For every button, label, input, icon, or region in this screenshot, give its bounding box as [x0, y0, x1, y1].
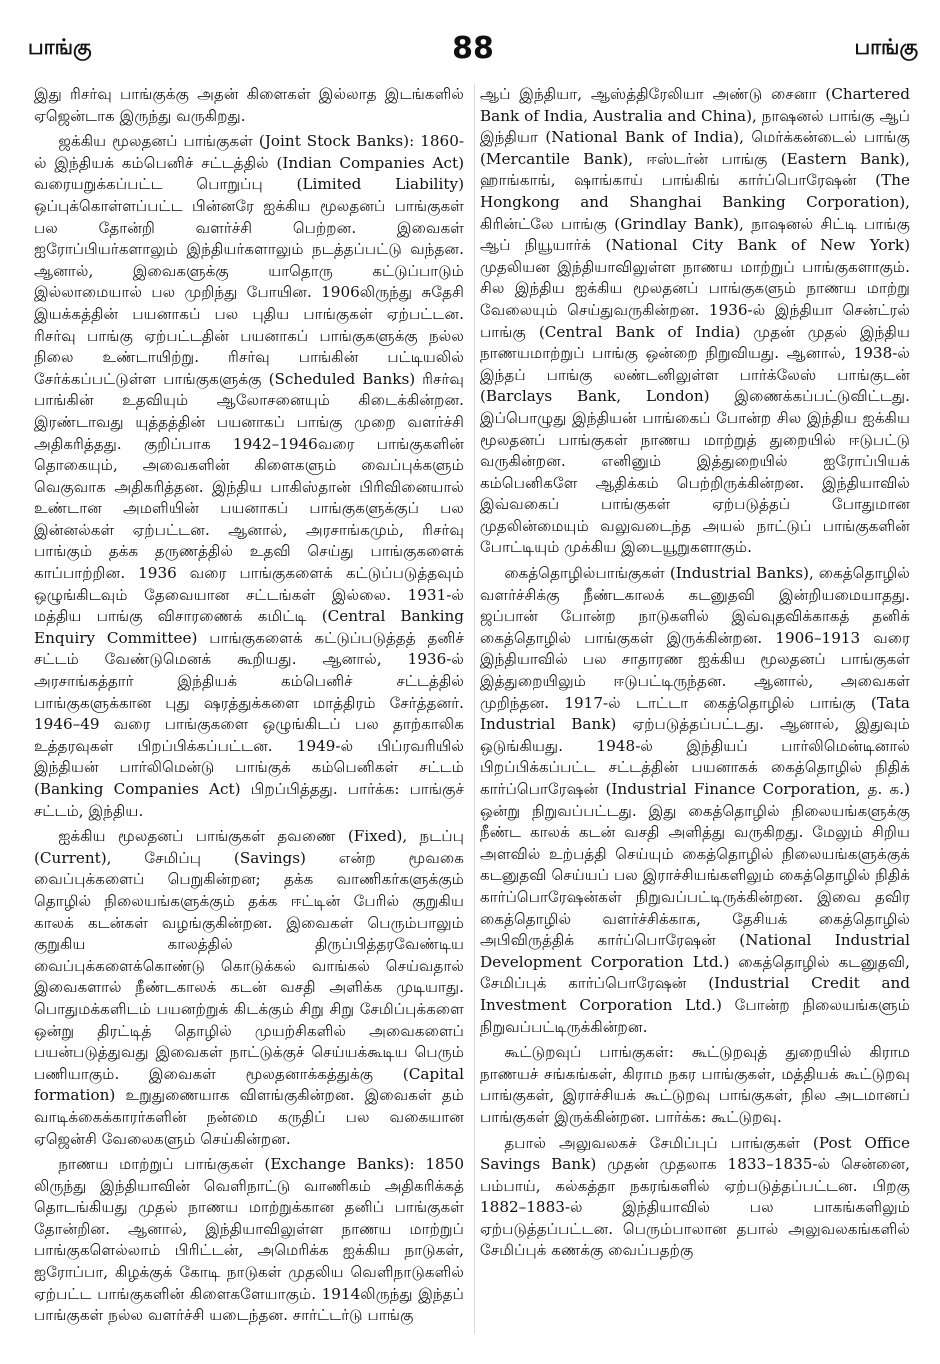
page-number: 88 — [452, 30, 494, 66]
paragraph: தபால் அலுவலகச் சேமிப்புப் பாங்குகள் (Post Office Savings Bank) முதன் முதலாக 1833–1835-ல் சென்னை, பம்பாய், கல்கத்தா நகரங்களில் ஏற்படுத்தப்பட்டன. பிறகு 1882–1883-ல் இந்தியாவில் பல பாகங்களிலும் ஏற்படுத்தப்பட்டன. பெரும்பாலான தபால் அலுவலகங்களில் சேமிப்புக் கணக்கு வைப்பதற்கு — [480, 1133, 910, 1260]
paragraph: ஆப் இந்தியா, ஆஸ்த்திரேலியா அண்டு சைனா (Chartered Bank of India, Australia and China), நாஷனல் பாங்கு ஆப் இந்தியா (National Bank of India), மெர்க்கன்டைல் பாங்கு (Mercantile Bank), ஈஸ்டர்ன் பாங்கு (Eastern Bank), ஹாங்காங், ஷாங்காய் பாங்கிங் கார்ப்பொரேஷன் (The Hongkong and Shanghai Banking Corporation), கிரின்ட்லே பாங்கு (Grindlay Bank), நாஷனல் சிட்டி பாங்கு ஆப் நியூயார்க் (National City Bank of New York) முதலியன இந்தியாவிலுள்ள நாணய மாற்றுப் பாங்குகளாகும். சில இந்திய ஐக்கிய மூலதனப் பாங்குகளும் நாணய மாற்று வேலையும் செய்துவருகின்றன. 1936-ல் இந்தியா சென்ட்ரல் பாங்கு (Central Bank of India) முதன் முதல் இந்திய நாணயமாற்றுப் பாங்கு ஒன்றை நிறுவியது. ஆனால், 1938-ல் இந்தப் பாங்கு லண்டனிலுள்ள பார்க்லேஸ் பாங்குடன் (Barclays Bank, London) இணைக்கப்பட்டுவிட்டது. இப்பொழுது இந்தியன் பாங்கைப் போன்ற சில இந்திய ஐக்கிய மூலதனப் பாங்குகள் நாணய மாற்றுத் துறையில் ஈடுபட்டு வருகின்றன. எனினும் இத்துறையில் ஐரோப்பியக் கம்பெனிகளே ஆதிக்கம் பெற்றிருக்கின்றன. இந்தியாவில் இவ்வகைப் பாங்குகள் ஏற்படுத்தப் போதுமான முதலின்மையும் வலுவடைந்த அயல் நாட்டுப் பாங்குகளின் போட்டியும் முக்கிய இடையூறுகளாகும். — [480, 85, 910, 557]
left-column — [34, 84, 464, 1348]
paragraph: இது ரிசர்வு பாங்குக்கு அதன் கிளைகள் இல்லாத இடங்களில் ஏஜென்டாக இருந்து வருகிறது. — [34, 85, 464, 125]
running-head — [28, 28, 918, 68]
right-column — [480, 84, 910, 1348]
paragraph: கூட்டுறவுப் பாங்குகள்: கூட்டுறவுத் துறையில் கிராம நாணயச் சங்கங்கள், கிராம நகர பாங்குகள், மத்தியக் கூட்டுறவு பாங்குகள், இராச்சியக் கூட்டுறவு பாங்குகள், நில அடமானப் பாங்குகள் இருக்கின்றன. பார்க்க: கூட்டுறவு. — [480, 1043, 910, 1126]
running-head-right: பாங்கு — [854, 34, 918, 59]
paragraph: கைத்தொழில்பாங்குகள் (Industrial Banks), கைத்தொழில் வளர்ச்சிக்கு நீண்டகாலக் கடனுதவி இன்றியமையாதது. ஜப்பான் போன்ற நாடுகளில் இவ்வுதவிக்காகத் தனிக் கைத்தொழில் பாங்குகள் இருக்கின்றன. 1906–1913 வரை இந்தியாவில் பல சாதாரண ஐக்கிய மூலதனப் பாங்குகள் இத்துறையிலும் ஈடுபட்டிருந்தன. ஆனால், அவைகள் முறிந்தன. 1917-ல் டாட்டா கைத்தொழில் பாங்கு (Tata Industrial Bank) ஏற்படுத்தப்பட்டது. ஆனால், இதுவும் ஒடுங்கியது. 1948-ல் இந்தியப் பார்லிமென்டினால் பிறப்பிக்கப்பட்ட சட்டத்தின் பயனாகக் கைத்தொழில் நிதிக் கார்ப்பொரேஷன் (Industrial Finance Corporation, த. க.) ஒன்று நிறுவப்பட்டது. இது கைத்தொழில் நிலையங்களுக்கு நீண்ட காலக் கடன் வசதி அளித்து வருகிறது. மேலும் சிறிய அளவில் உற்பத்தி செய்யும் கைத்தொழில் நிலையங்களுக்குக் கடனுதவி செய்யப் பல இராச்சியங்களிலும் கைத்தொழில் நிதிக் கார்ப்பொரேஷன்கள் நிறுவப்பட்டிருக்கின்றன. இவை தவிர கைத்தொழில் வளர்ச்சிக்காக, தேசியக் கைத்தொழில் அபிவிருத்திக் கார்ப்பொரேஷன் (National Industrial Development Corporation Ltd.) கைத்தொழில் கடனுதவி, சேமிப்புக் கார்ப்பொரேஷன் (Industrial Credit and Investment Corporation Ltd.) போன்ற நிலையங்களும் நிறுவப்பட்டிருக்கின்றன. — [480, 564, 910, 1036]
paragraph: ஐக்கிய மூலதனப் பாங்குகள் தவணை (Fixed), நடப்பு (Current), சேமிப்பு (Savings) என்ற மூவகை வைப்புக்களைப் பெறுகின்றன; தக்க வாணிகர்களுக்கும் தொழில் நிலையங்களுக்கும் தக்க ஈட்டின் பேரில் குறுகிய காலக் கடன்கள் வழங்குகின்றன. இவைகள் பெரும்பாலும் குறுகிய காலத்தில் திருப்பித்தரவேண்டிய வைப்புக்களைக்கொண்டு கொடுக்கல் வாங்கல் செய்வதால் இவைகளால் நீண்டகாலக் கடன் வசதி அளிக்க முடியாது. பொதுமக்களிடம் பயனற்றுக் கிடக்கும் சிறு சிறு சேமிப்புக்களை ஒன்று திரட்டித் தொழில் முயற்சிகளில் அவைகளைப் பயன்படுத்துவது இவைகள் நாட்டுக்குச் செய்யக்கூடிய பெரும் பணியாகும். இவைகள் மூலதனாக்கத்துக்கு (Capital formation) உறுதுணையாக விளங்குகின்றன. இவைகள் தம் வாடிக்கைக்காரர்களின் நன்மை கருதிப் பல வகையான ஏஜென்சி வேலைகளும் செய்கின்றன. — [34, 827, 464, 1148]
running-head-left: பாங்கு — [28, 34, 92, 59]
paragraph: நாணய மாற்றுப் பாங்குகள் (Exchange Banks): 1850 லிருந்து இந்தியாவின் வெளிநாட்டு வாணிகம் அதிகரிக்கத் தொடங்கியது முதல் நாணய மாற்றுக்கான தனிப் பாங்குகள் தோன்றின. ஆனால், இந்தியாவிலுள்ள நாணய மாற்றுப் பாங்குகளெல்லாம் பிரிட்டன், அமெரிக்க ஐக்கிய நாடுகள், ஐரோப்பா, கிழக்குக் கோடி நாடுகள் முதலிய வெளிநாடுகளில் ஏற்பட்ட பாங்குகளின் கிளைகளேயாகும். 1914லிருந்து இந்தப் பாங்குகள் நல்ல வளர்ச்சி யடைந்தன. சார்ட்டர்டு பாங்கு — [34, 1155, 464, 1325]
text-columns — [34, 84, 910, 1348]
paragraph: ஜக்கிய மூலதனப் பாங்குகள் (Joint Stock Banks): 1860-ல் இந்தியக் கம்பெனிச் சட்டத்தில் (Indian Companies Act) வரையறுக்கப்பட்ட பொறுப்பு (Limited Liability) ஒப்புக்கொள்ளப்பட்ட பின்னரே ஐக்கிய மூலதனப் பாங்குகள் பல தோன்றி வளர்ச்சி பெற்றன. இவைகள் ஐரோப்பியர்களாலும் இந்தியர்களாலும் நடத்தப்பட்டு வந்தன. ஆனால், இவைகளுக்கு யாதொரு கட்டுப்பாடும் இல்லாமையால் பல முறிந்து போயின. 1906லிருந்து சுதேசி இயக்கத்தின் பயனாகப் பல புதிய பாங்குகள் ஏற்பட்டன. ரிசர்வு பாங்கு ஏற்பட்டதின் பயனாகப் பாங்குகளுக்கு நல்ல நிலை உண்டாயிற்று. ரிசர்வு பாங்கின் பட்டியலில் சேர்க்கப்பட்டுள்ள பாங்குகளுக்கு (Scheduled Banks) ரிசர்வு பாங்கின் உதவியும் ஆலோசனையும் கிடைக்கின்றன. இரண்டாவது யுத்தத்தின் பயனாகப் பாங்கு முறை வளர்ச்சி அதிகரித்தது. குறிப்பாக 1942–1946வரை பாங்குகளின் தொகையும், அவைகளின் கிளைகளும் வைப்புக்களும் வெகுவாக அதிகரித்தன. இந்திய பாகிஸ்தான் பிரிவினையால் உண்டான அமளியின் பயனாகப் பாங்குகளுக்குப் பல இன்னல்கள் ஏற்பட்டன. ஆனால், அரசாங்கமும், ரிசர்வு பாங்கும் தக்க தருணத்தில் உதவி செய்து பாங்குகளைக் காப்பாற்றின. 1936 வரை பாங்குகளைக் கட்டுப்படுத்தவும் ஒழுங்கிடவும் தேவையான சட்டங்கள் இல்லை. 1931-ல் மத்திய பாங்கு விசாரணைக் கமிட்டி (Central Banking Enquiry Committee) பாங்குகளைக் கட்டுப்படுத்தத் தனிச் சட்டம் வேண்டுமெனக் கூறியது. ஆனால், 1936-ல் அரசாங்கத்தார் இந்தியக் கம்பெனிச் சட்டத்தில் பாங்குகளுக்கான புது ஷரத்துக்களை மாத்திரம் சேர்த்தனர். 1946–49 வரை பாங்குகளை ஒழுங்கிடப் பல தாற்காலிக உத்தரவுகள் பிறப்பிக்கப்பட்டன. 1949-ல் பிப்ரவரியில் இந்தியன் பார்லிமென்டு பாங்குக் கம்பெனிகள் சட்டம் (Banking Companies Act) பிறப்பித்தது. பார்க்க: பாங்குச் சட்டம், இந்திய. — [34, 132, 464, 820]
